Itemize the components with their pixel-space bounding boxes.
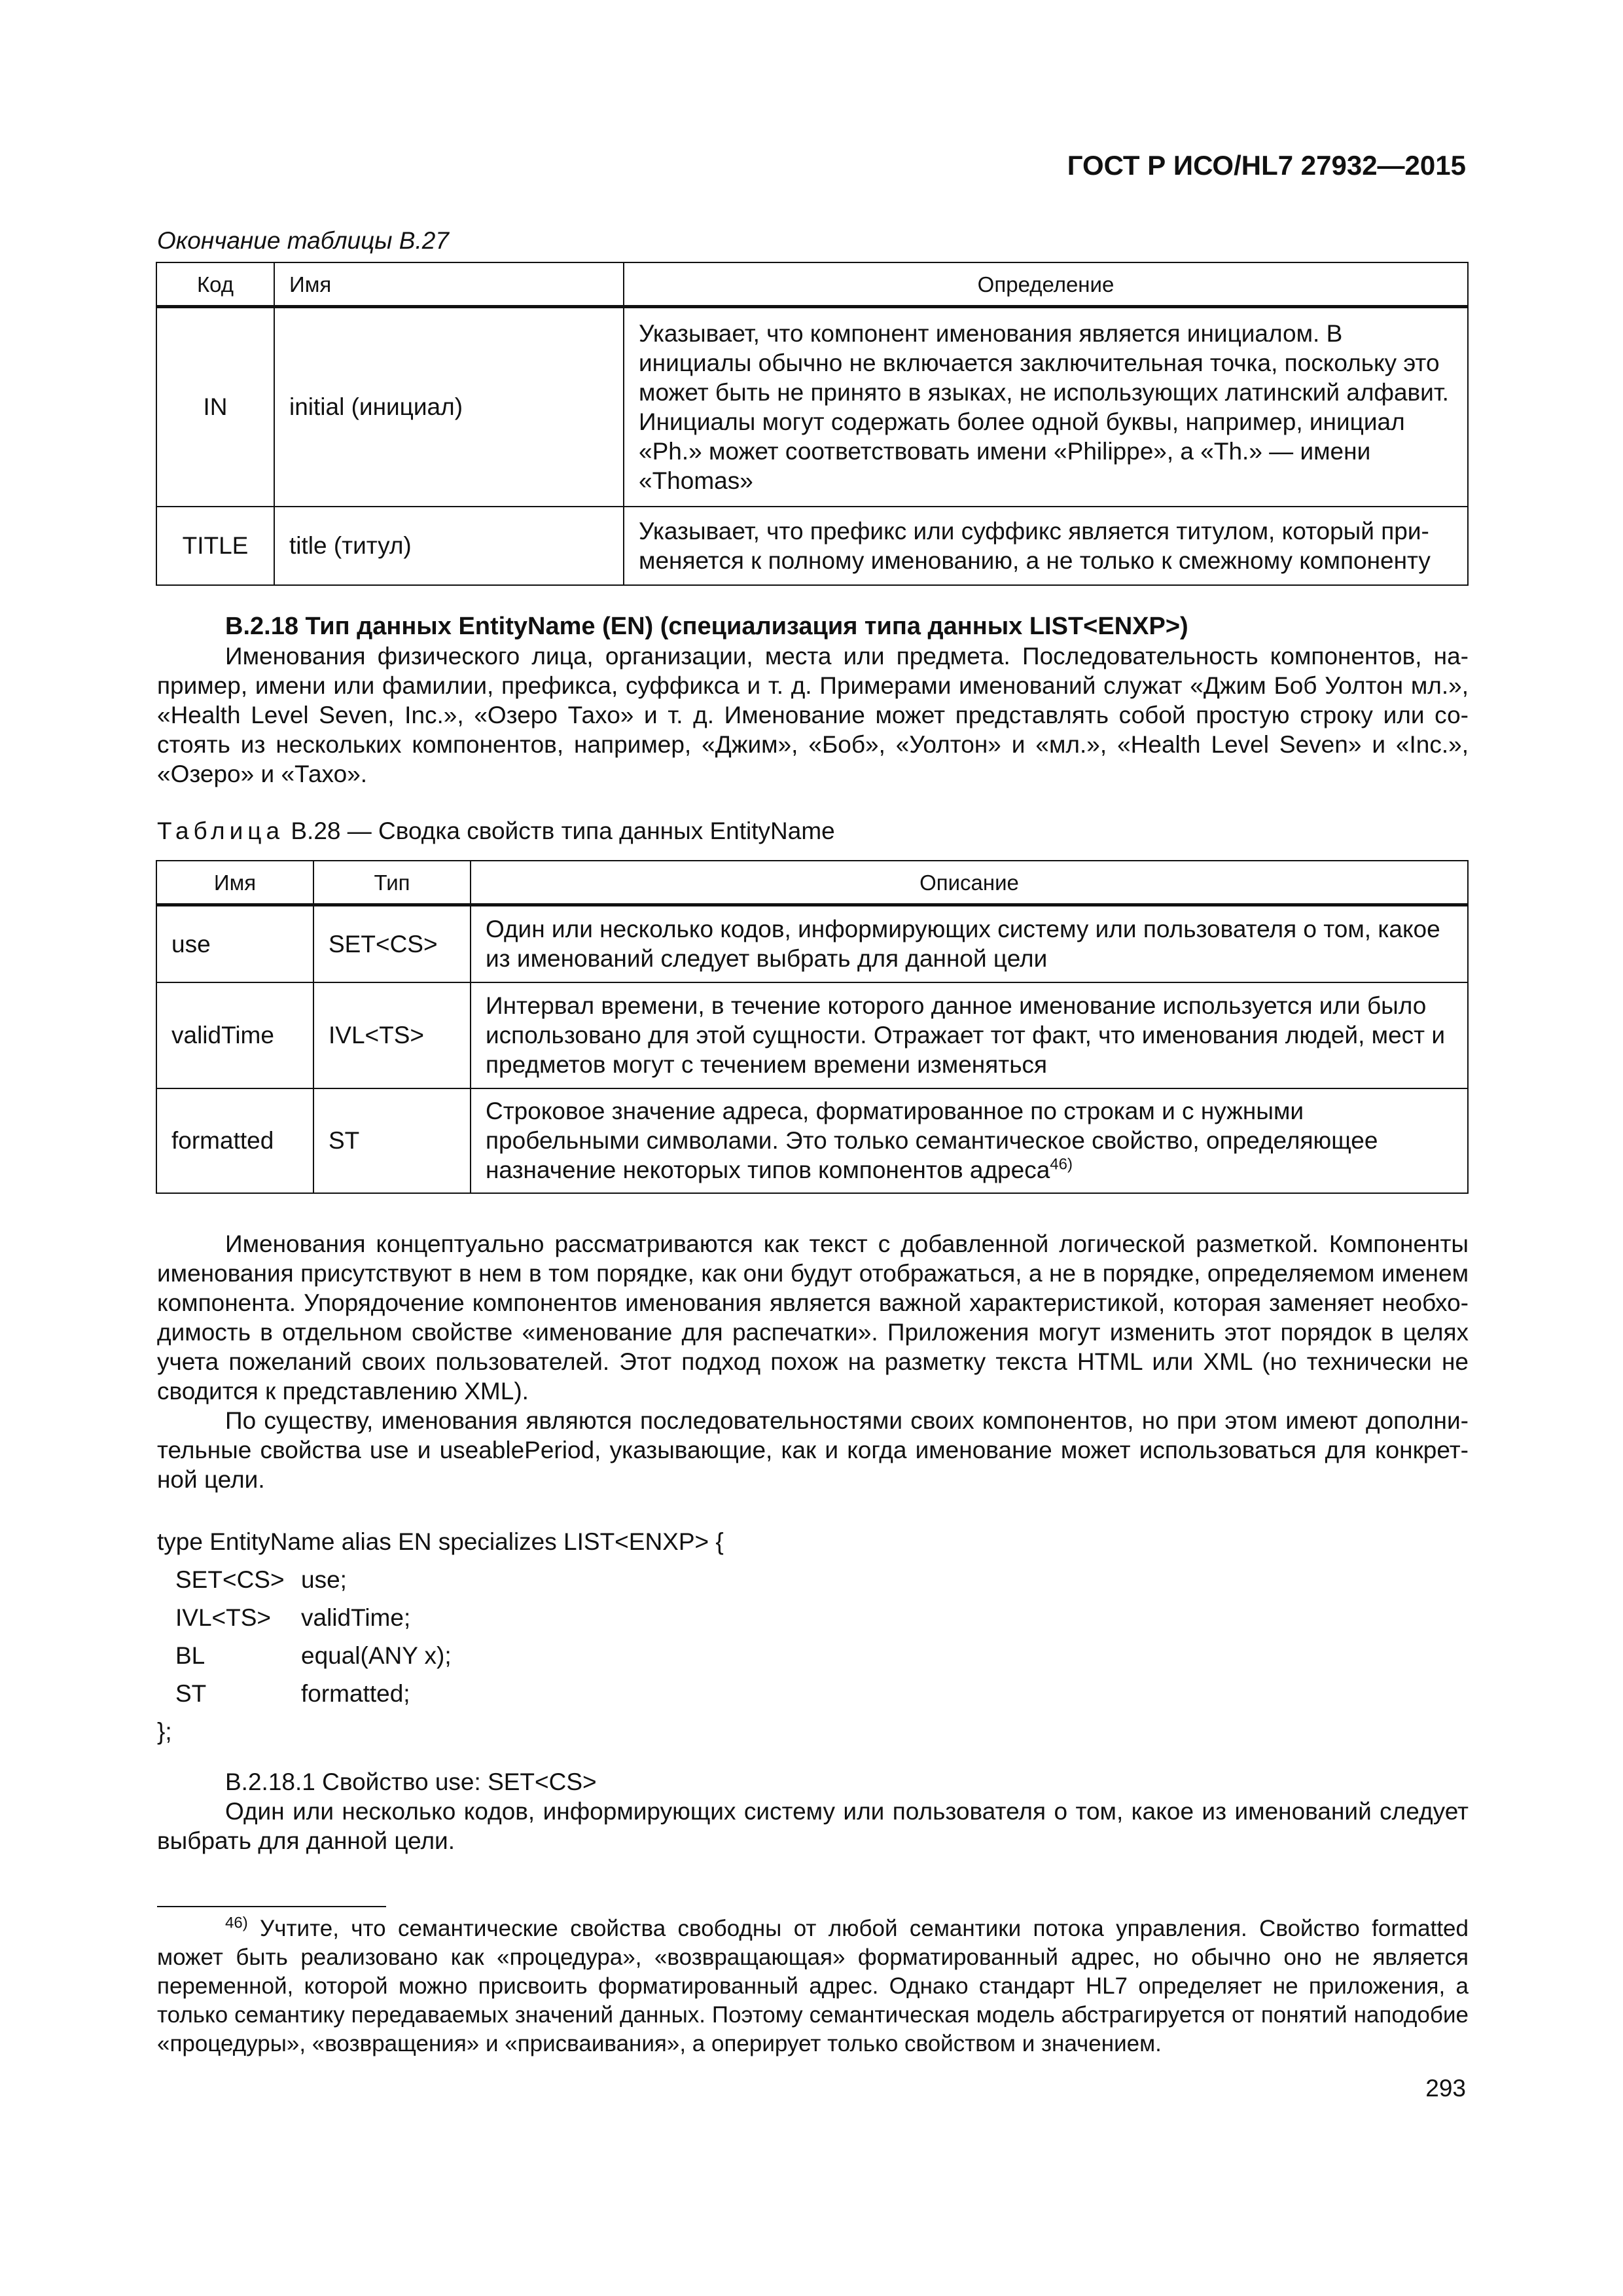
cell-definition: Указывает, что префикс или суффикс является титулом, который применяется к полному именованию, а не только к смежному компоненту bbox=[624, 507, 1468, 585]
cell-name: use bbox=[156, 905, 313, 982]
footnote-separator bbox=[157, 1906, 386, 1907]
cell-type: ST bbox=[313, 1088, 471, 1193]
footnote-marker: 46) bbox=[225, 1914, 248, 1932]
table-header-row bbox=[156, 861, 1468, 905]
body-paragraph: Именования концептуально рассматриваются как текст с добавленной логической разметкой. Компоненты именования присутствуют в нем в том порядке, как они будут отображаться, а не в порядке, определяемом именем компонента. Упорядочение компонентов именования является важной характеристикой, которая заменяет необходимость в отдельном свойстве «именование для распечатки». Приложения могут изменить этот порядок в целях учета пожеланий своих пользователей. Этот подход похож на разметку текста HTML или XML (но технически не сводится к представлению XML). bbox=[157, 1230, 1469, 1405]
body-paragraph: По существу, именования являются последовательностями своих компонентов, но при этом имеют дополнительные свойства use и useablePeriod, указывающие, как и когда именование может использоваться для конкретной цели. bbox=[157, 1407, 1469, 1493]
table-b28 bbox=[156, 860, 1469, 1194]
footnote-text: Учтите, что семантические свойства свободны от любой семантики потока управления. Свойство formatted может быть реализовано как «процедура», «возвращающая» форматированный адрес, но обычно оно не является переменной, которой можно присвоить форматированный адрес. Однако стандарт HL7 определяет не приложения, а только семантику передаваемых значений данных. Поэтому семантическая модель абстрагируется от понятий наподобие «процедуры», «возвращения» и «присваивания», а оперирует только свойством и значением. bbox=[157, 1916, 1469, 2056]
code-line-close: }; bbox=[157, 1718, 172, 1745]
caption-label: Таблица bbox=[157, 817, 285, 844]
document-header: ГОСТ Р ИСО/HL7 27932—2015 bbox=[1067, 150, 1466, 181]
caption-title: В.28 — Сводка свойств типа данных EntityName bbox=[284, 817, 835, 844]
member-type: BL bbox=[175, 1642, 205, 1669]
member-type: ST bbox=[175, 1680, 207, 1707]
member-type: IVL<TS> bbox=[175, 1604, 272, 1631]
table-caption-b28 bbox=[157, 816, 835, 846]
column-header-type: Тип bbox=[313, 861, 471, 905]
subsection-heading: В.2.18.1 Свойство use: SET<CS> bbox=[225, 1768, 597, 1795]
cell-description: Один или несколько кодов, информирующих систему или пользователя о том, какое из именований следует выбрать для данной цели bbox=[471, 905, 1468, 982]
cell-name: validTime bbox=[156, 982, 313, 1088]
table-header-row bbox=[156, 262, 1468, 307]
column-header-name: Имя bbox=[156, 861, 313, 905]
cell-type: IVL<TS> bbox=[313, 982, 471, 1088]
table-row bbox=[156, 1088, 1468, 1193]
code-line-open: type EntityName alias EN specializes LIST<ENXP> { bbox=[157, 1528, 724, 1555]
table-row bbox=[156, 507, 1468, 585]
page-number: 293 bbox=[1425, 2075, 1466, 2102]
table-row bbox=[156, 307, 1468, 507]
cell-definition: Указывает, что компонент именования является инициалом. В инициалы обычно не включается заключительная точка, поскольку это может быть не принято в языках, не использующих латинский алфавит. Инициалы могут содержать более одной буквы, например, инициал «Ph.» может соответствовать имени «Philippe», а «Th.» — имени «Thomas» bbox=[624, 307, 1468, 507]
cell-code: TITLE bbox=[156, 507, 274, 585]
section-heading: В.2.18 Тип данных EntityName (EN) (специализация типа данных LIST<ENXP>) bbox=[225, 613, 1188, 640]
cell-description bbox=[471, 1088, 1468, 1193]
description-text: Строковое значение адреса, форматированное по строкам и с нужными пробельными символами. Это только семантическое свойство, определяющее назначение некоторых типов компонентов адреса bbox=[486, 1098, 1378, 1183]
member-name: validTime; bbox=[301, 1604, 411, 1631]
cell-name: title (титул) bbox=[274, 507, 624, 585]
code-line-member bbox=[157, 1637, 724, 1675]
subsection-text: Один или несколько кодов, информирующих систему или пользователя о том, какое из именований следует выбрать для данной цели. bbox=[157, 1798, 1469, 1854]
cell-code: IN bbox=[156, 307, 274, 507]
table-b27 bbox=[156, 262, 1469, 586]
section-intro: Именования физического лица, организации, места или предмета. Последовательность компонентов, например, имени или фамилии, префикса, суффикса и т. д. Примерами именований служат «Джим Боб Уолтон мл.», «Health Level Seven, Inc.», «Озеро Тахо» и т. д. Именование может представлять собой простую строку или состоять из нескольких компонентов, например, «Джим», «Боб», «Уолтон» и «мл.», «Health Level Seven» и «Inc.», «Озеро» и «Тахо». bbox=[157, 643, 1469, 787]
cell-type: SET<CS> bbox=[313, 905, 471, 982]
code-line-member bbox=[157, 1675, 724, 1713]
cell-name: initial (инициал) bbox=[274, 307, 624, 507]
column-header-definition: Определение bbox=[624, 262, 1468, 307]
member-name: equal(ANY x); bbox=[301, 1642, 452, 1669]
cell-description: Интервал времени, в течение которого данное именование используется или было использовано для этой сущности. Отражает тот факт, что именования людей, мест и предметов могут с течением времени изменяться bbox=[471, 982, 1468, 1088]
member-type: SET<CS> bbox=[175, 1566, 285, 1593]
code-block bbox=[157, 1523, 724, 1751]
column-header-name: Имя bbox=[274, 262, 624, 307]
column-header-code: Код bbox=[156, 262, 274, 307]
table-row bbox=[156, 982, 1468, 1088]
table-caption-b27: Окончание таблицы В.27 bbox=[157, 227, 449, 254]
footnote bbox=[157, 1914, 1469, 2058]
cell-name: formatted bbox=[156, 1088, 313, 1193]
table-row bbox=[156, 905, 1468, 982]
column-header-description: Описание bbox=[471, 861, 1468, 905]
member-name: formatted; bbox=[301, 1680, 410, 1707]
member-name: use; bbox=[301, 1566, 347, 1593]
code-line-member bbox=[157, 1599, 724, 1637]
footnote-reference[interactable]: 46) bbox=[1050, 1155, 1073, 1174]
code-line-member bbox=[157, 1561, 724, 1599]
